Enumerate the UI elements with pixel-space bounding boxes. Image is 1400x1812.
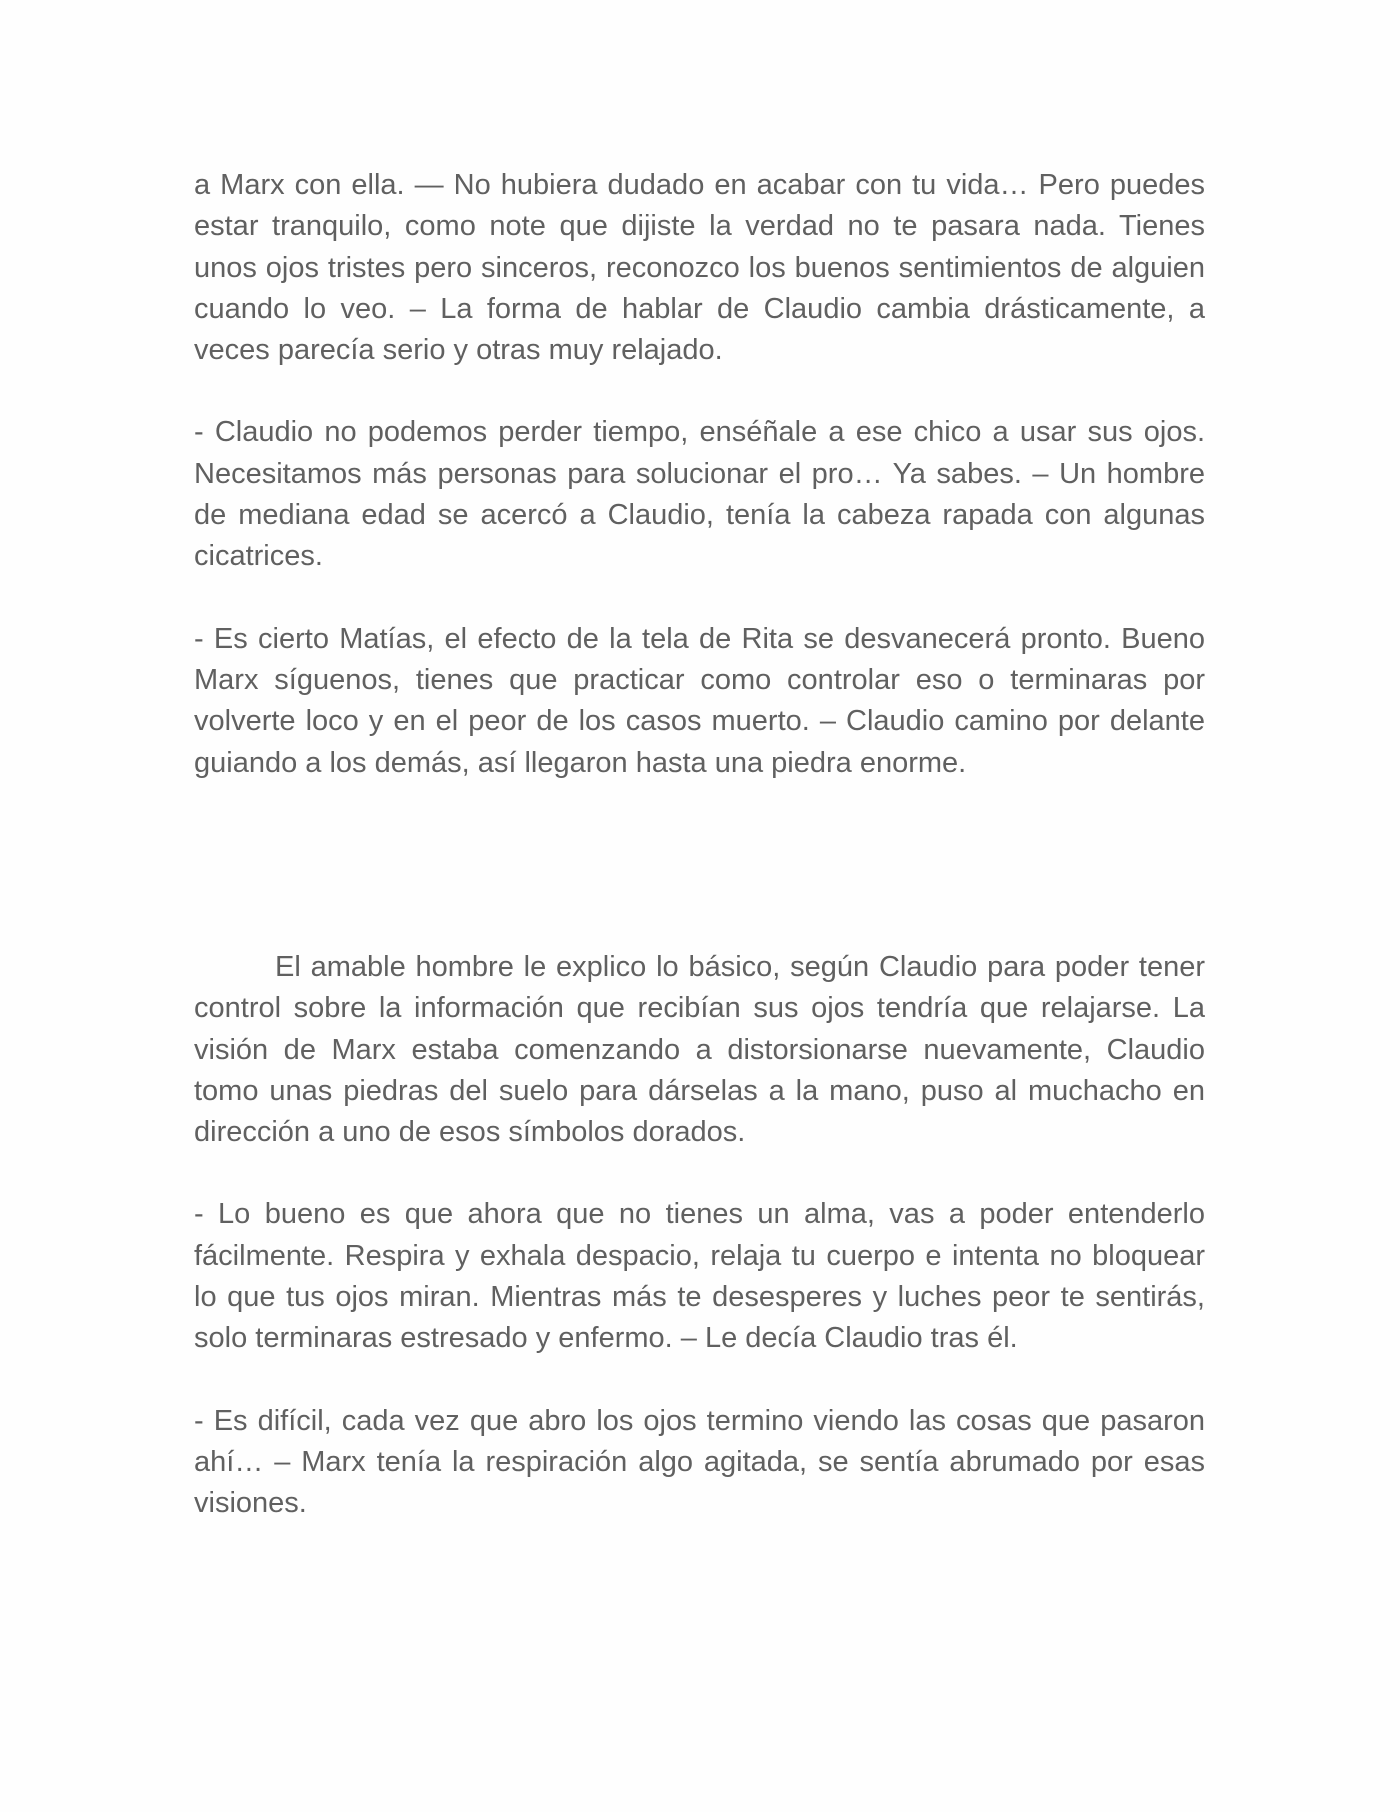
paragraph: a Marx con ella. — No hubiera dudado en acabar con tu vida… Pero puedes estar tranquilo, como note que dijiste la verdad no te pasara nada. Tienes unos ojos tristes pero sinceros, reconozco los buenos sentimientos de alguien cuando lo veo. – La forma de hablar de Claudio cambia drásticamente, a veces parecía serio y otras muy relajado. — [194, 169, 1205, 367]
text-block-bottom — [194, 947, 1205, 1525]
paragraph: - Es difícil, cada vez que abro los ojos termino viendo las cosas que pasaron ahí… – Marx tenía la respiración algo agitada, se sentía abrumado por esas visiones. — [194, 1404, 1205, 1520]
paragraph: - Es cierto Matías, el efecto de la tela de Rita se desvanecerá pronto. Bueno Marx síguenos, tienes que practicar como controlar eso o terminaras por volverte loco y en el peor de los casos muerto. – Claudio camino por delante guiando a los demás, así llegaron hasta una piedra enorme. — [194, 622, 1205, 779]
paragraph: - Lo bueno es que ahora que no tienes un alma, vas a poder entenderlo fácilmente. Respira y exhala despacio, relaja tu cuerpo e intenta no bloquear lo que tus ojos miran. Mientras más te desesperes y luches peor te sentirás, solo terminaras estresado y enfermo. – Le decía Claudio tras él. — [194, 1198, 1205, 1355]
text-block-top — [194, 165, 1205, 784]
paragraph: El amable hombre le explico lo básico, según Claudio para poder tener control sobre la información que recibían sus ojos tendría que relajarse. La visión de Marx estaba comenzando a distorsionarse nuevamente, Claudio tomo unas piedras del suelo para dárselas a la mano, puso al muchacho en dirección a uno de esos símbolos dorados. — [194, 951, 1205, 1149]
paragraph: - Claudio no podemos perder tiempo, enséñale a ese chico a usar sus ojos. Necesitamos más personas para solucionar el pro… Ya sabes. – Un hombre de mediana edad se acercó a Claudio, tenía la cabeza rapada con algunas cicatrices. — [194, 416, 1205, 573]
